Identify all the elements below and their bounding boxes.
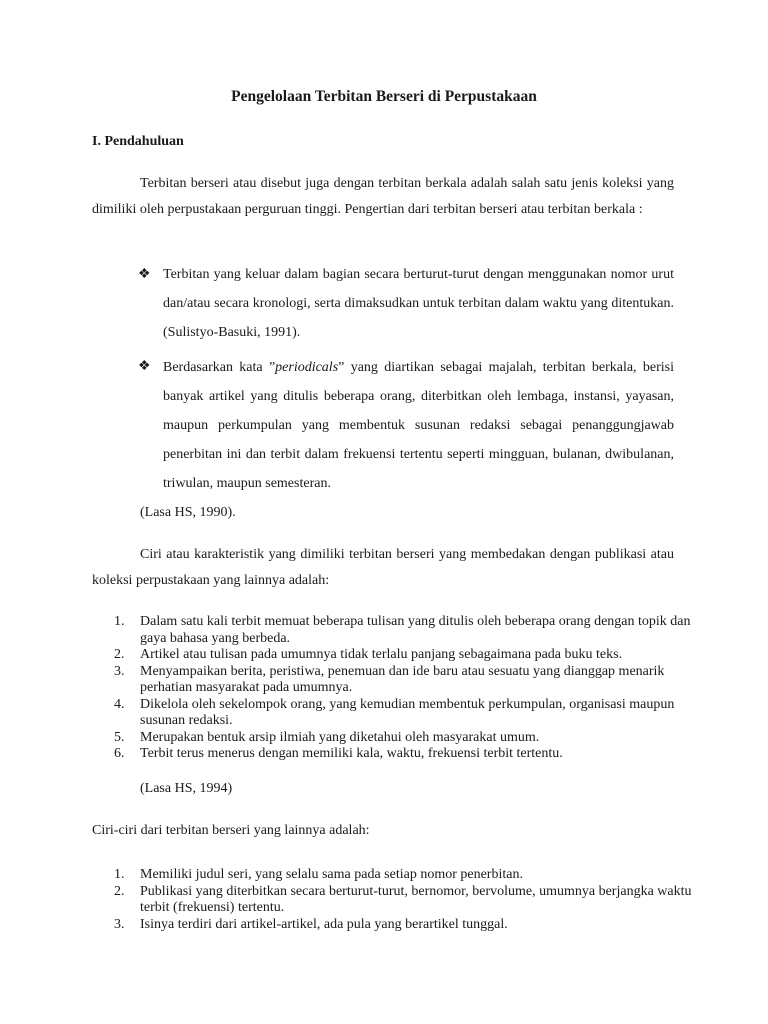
list-item [92,730,692,747]
list-item [92,917,692,934]
list-number: 1. [114,614,125,629]
list-number: 2. [114,883,125,899]
list-number: 1. [114,867,125,882]
bullet-text-after: ” yang diartikan sebagai majalah, terbitan berkala, berisi banyak artikel yang ditulis beberapa orang, diterbitkan oleh lembaga, instansi, yayasan, maupun perkumpulan yang membentuk susunan redaksi sebagai penanggungjawab penerbitan ini dan terbit dalam frekuensi tertentu seperti mingguan, bulanan, dwibulanan, triwulan, maupun semesteran. [163,360,674,491]
intro-paragraph: Terbitan berseri atau disebut juga dengan terbitan berkala adalah salah satu jenis koleksi yang dimiliki oleh perpustakaan perguruan tinggi. Pengertian dari terbitan berseri atau terbitan berkala : [92,176,674,217]
section-heading: I. Pendahuluan [92,134,184,149]
bullet-diamond-icon: ❖ [138,359,151,374]
other-features-list [92,867,692,933]
characteristics-list [92,614,692,763]
bullet-item: Terbitan yang keluar dalam bagian secara berturut-turut dengan menggunakan nomor urut dan/atau secara kronologi, serta dimaksudkan untuk terbitan dalam waktu yang ditentukan. (Sulistyo-Basuki, 1991). [163,267,674,340]
list-item [92,746,692,763]
list-item [92,647,692,664]
other-features-paragraph: Ciri-ciri dari terbitan berseri yang lainnya adalah: [92,823,370,838]
list-item-text: Isinya terdiri dari artikel-artikel, ada pula yang berartikel tunggal. [140,916,508,932]
list-item [92,614,692,647]
list-item-text: Publikasi yang diterbitkan secara berturut-turut, bernomor, bervolume, umumnya berjangka waktu terbit (frekuensi) tertentu. [140,883,692,915]
citation: (Lasa HS, 1990). [140,505,236,520]
citation: (Lasa HS, 1994) [140,781,233,796]
list-number: 5. [114,729,125,745]
list-number: 4. [114,696,125,712]
list-item-text: Menyampaikan berita, peristiwa, penemuan dan ide baru atau sesuatu yang dianggap menarik perhatian masyarakat pada umumnya. [140,663,665,695]
list-number: 3. [114,663,125,679]
list-item-text: Terbit terus menerus dengan memiliki kala, waktu, frekuensi terbit tertentu. [140,746,563,761]
list-item [92,664,692,697]
list-item-text: Merupakan bentuk arsip ilmiah yang diketahui oleh masyarakat umum. [140,729,540,745]
list-item-text: Dikelola oleh sekelompok orang, yang kemudian membentuk perkumpulan, organisasi maupun susunan redaksi. [140,696,675,728]
bullet-item [163,353,674,498]
bullet-text-before: Berdasarkan kata ” [163,360,276,375]
list-number: 6. [114,746,125,761]
list-item [92,697,692,730]
list-item-text: Memiliki judul seri, yang selalu sama pada setiap nomor penerbitan. [140,867,523,882]
list-item-text: Dalam satu kali terbit memuat beberapa tulisan yang ditulis oleh beberapa orang dengan topik dan gaya bahasa yang berbeda. [140,614,691,646]
list-item [92,867,692,884]
list-item [92,884,692,917]
list-number: 3. [114,916,125,932]
list-item-text: Artikel atau tulisan pada umumnya tidak terlalu panjang sebagaimana pada buku teks. [140,647,623,662]
bullet-diamond-icon: ❖ [138,267,151,282]
characteristics-paragraph: Ciri atau karakteristik yang dimiliki terbitan berseri yang membedakan dengan publikasi atau koleksi perpustakaan yang lainnya adalah: [92,547,674,588]
document-title: Pengelolaan Terbitan Berseri di Perpustakaan [231,88,537,105]
list-number: 2. [114,647,125,662]
bullet-term-italic: periodicals [275,360,339,375]
